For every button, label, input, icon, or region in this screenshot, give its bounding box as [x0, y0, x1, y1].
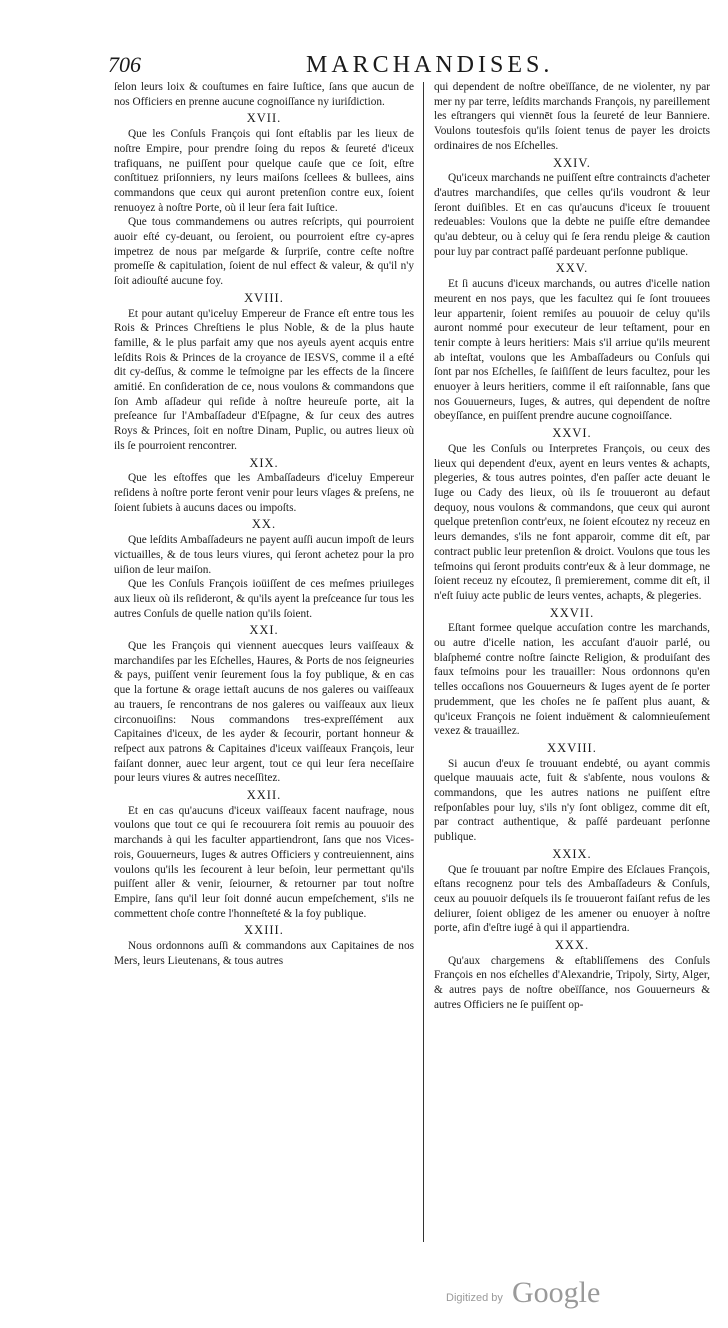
digitized-by-google-watermark [446, 1278, 616, 1312]
left-paragraph: Que les eſtoffes que les Ambaſſadeurs d'iceluy Empereur reſidens à noſtre porte feront venir pour leurs vſages & preſens, ne ſoient ſubiets à aucuns daces ou impoſts. [114, 472, 414, 514]
right-article-heading: XXVI. [552, 426, 592, 441]
right-article-heading: XXV. [555, 261, 589, 276]
right-paragraph: Qu'aux chargemens & eſtabliſſemens des Conſuls François en nos eſchelles d'Alexandrie, Tripoly, Sirty, Alger, & autres pays de noſtre obeïſſance, nos Gouuerneurs & autres Officiers ne ſe puiſſent op- [434, 954, 710, 1011]
left-article-heading: XX. [251, 517, 277, 532]
left-article-heading: XVIII. [244, 290, 284, 305]
left-article-heading: XXII. [246, 788, 282, 803]
right-article-heading: XXVII. [549, 605, 595, 620]
left-article-heading: XIX. [249, 455, 279, 470]
right-article-heading: XXIV. [553, 155, 591, 170]
right-paragraph: Que les Conſuls ou Interpretes François, ou ceux des lieux qui dependent d'eux, ayent en leurs ventes & achapts, plegeries, & tous autres pointes, d'en paſſer acte deuant le Iuge ou Cady des lieux, où ils ſe trouueront au defaut dequoy, nous voulons & commandons, que ceux qui auront quelque pretenſion contr'eux, ne ſoient eſcoutez ny receuz en leurs demandes, s'ils ne font apparoir, comme dit eſt, par contract public leur pretenſion & droict. Voulons que tous les teſmoins qui ſeront produits contr'eux & à leur dommage, ne ſoient receuz ny eſcoutez, ſi premierement, comme dit eſt, il n'eſt ſuiuy acte public de leurs ventes, achapts, & plegeries. [434, 442, 710, 602]
column-divider [423, 82, 424, 1242]
watermark-google-logo: Google [512, 1276, 601, 1309]
right-column [434, 80, 710, 1013]
right-article-heading: XXX. [554, 938, 590, 953]
left-paragraph: Que les Conſuls François qui ſont eſtablis par les lieux de noſtre Empire, pour prendre ſoing du repos & ſeureté d'iceux trafiquans, ne puiſſent pour quelque cauſe que ce ſoit, eſtre conſtituez priſonniers, ny leurs maiſons ſcellees & bullees, ains commandons que ceux qui auront pretenſion contre eux, ſoient renuoyez à noſtre Porte, où il leur ſera fait Iuſtice. [114, 128, 414, 214]
right-paragraph: Si aucun d'eux ſe trouuant endebté, ou ayant commis quelque mauuais acte, fuit & s'abſente, nous voulons & commandons, que les autres nations ne puiſſent eſtre reſponſables pour luy, s'ils n'y ſont obligez, comme dit eſt, par contract authentique, & paſſé pardeuant perſonne publique. [434, 757, 710, 844]
left-column [114, 80, 414, 968]
left-article-heading: XVII. [246, 111, 282, 126]
right-paragraph: Que ſe trouuant par noſtre Empire des Eſclaues François, eſtans recognenz pour tels des Ambaſſadeurs & Conſuls, ceux au pouuoir deſquels ils ſe trouueront faiſant refus de les deliurer, ſoient obligez de les amener ou enuoyer à noſtre porte, afin d'eſtre iugé à qui il appartiendra. [434, 863, 710, 935]
running-title: MARCHANDISES. [306, 52, 554, 78]
right-paragraph: Qu'iceux marchands ne puiſſent eſtre contraincts d'acheter d'autres marchandiſes, que celles qu'ils voudront & leur ſeront duiſibles. Et en cas qu'aucuns d'iceux ſe trouuent redeuables: Voulons que la debte ne puiſſe eſtre demandee qu'au debteur, ou à celuy qui ſe ſera rendu pleige & caution pour luy par contract paſſé pardeuant perſonne publique. [434, 172, 710, 258]
right-article-heading: XXIX. [552, 846, 592, 861]
page-header [108, 52, 708, 78]
left-paragraph: Et en cas qu'aucuns d'iceux vaiſſeaux facent naufrage, nous voulons que tout ce qui ſe recouurera ſoit remis au pouuoir des marchands à qui les faculter appartiendront, ſans que nos Vices-rois, Gouuerneurs, Iuges & autres Officiers y contreuiennent, ains voulons qu'ils les ſecourent à leur beſoin, leur permettant qu'ils puiſſent aller & venir, ſeiourner, & retourner par tout noſtre Empire, ſans qu'il leur ſoit donné aucun empeſchement, s'ils ne commettent choſe contre l'honneſteté & la foy publique. [114, 804, 414, 920]
left-paragraph: Que les François qui viennent auecques leurs vaiſſeaux & marchandiſes par les Eſchelles, Haures, & Ports de nos ſeigneuries & pays, puiſſent venir ſeurement ſous la foy publique, & en cas que la fortune & orage iettaſt aucuns de nos galeres ou vaiſſeaux au trauers, ſe rencontrans de nos galeres ou vaiſſeaux aux lieux circonuoiſins: Nous commandons tres-expreſſément aux Capitaines d'iceux, de les ayder & ſecourir, portant honneur & reſpect aux patrons & Capitaines d'iceux vaiſſeaux François, leur faiſant donner, auec leur argent, tout ce qui leur ſera neceſſaire pour leurs viures & autres neceſſitez. [114, 640, 414, 785]
right-article-heading: XXVIII. [547, 740, 597, 755]
left-paragraph: Nous ordonnons auſſi & commandons aux Capitaines de nos Mers, leurs Lieutenans, & tous autres [114, 940, 414, 967]
left-article-heading: XXI. [249, 623, 279, 638]
left-paragraph: Et pour autant qu'iceluy Empereur de France eſt entre tous les Rois & Princes Chreſtiens le plus Noble, & de la plus haute famille, & le plus parfait amy que nos ayeuls ayent acquis entre leſdits Rois & Princes de la croyance de IESVS, comme il a eſté dit cy-deſſus, & comme le teſmoigne par les effects de la ſincere amitié. En conſideration de ce, nous voulons & commandons que ſon Amb aſſadeur qui reſide à noſtre heureuſe porte, ait la preſeance ſur l'Ambaſſadeur d'Eſpagne, & ſur ceux des autres Roys & Princes, ſoit en noſtre Dinam, Puplic, ou autres lieux où ils ſe pourroient rencontrer. [114, 307, 414, 452]
watermark-digitized-text: Digitized by [446, 1292, 503, 1304]
left-paragraph: Que les Conſuls François ioüiſſent de ces meſmes priuileges aux lieux où ils reſideront, & qu'ils ayent la preſceance ſur tous les autres Conſuls de quelle nation qu'ils ſoient. [114, 578, 414, 620]
left-paragraph: ſelon leurs loix & couſtumes en faire Iuſtice, ſans que aucun de nos Officiers en prenne aucune cognoiſſance ny iuriſdiction. [114, 81, 414, 108]
right-paragraph: Eſtant formee quelque accuſation contre les marchands, ou autre d'icelle nation, les accuſant d'auoir parlé, ou blaſphemé contre noſtre ſaincte Religion, & produiſant des faux teſmoins pour les trauailler: Nous ordonnons qu'en telles occaſions nos Gouuerneurs & Iuges ayent de ſe porter prudemment, que les choſes ne ſe paſſent plus auant, & qu'iceux François ne ſoient induëment & calomnieuſement vexez & trauaillez. [434, 622, 710, 738]
left-article-heading: XXIII. [244, 923, 284, 938]
left-paragraph: Que leſdits Ambaſſadeurs ne payent auſſi aucun impoſt de leurs victuailles, & de tous leurs viures, qui ſeront achetez pour la pro uiſion de leur maiſon. [114, 534, 414, 576]
page-number: 706 [108, 52, 141, 77]
left-paragraph: Que tous commandemens ou autres reſcripts, qui pourroient auoir eſté cy-deuant, ou ſeroient, ou pourroient eſtre cy-apres impetrez de nous par meſgarde & ſurpriſe, contre ceſte noſtre promeſſe & capitulation, ſoient de nul effect & valeur, & qu'il n'y ſoit adiouſté aucune foy. [114, 216, 414, 288]
right-paragraph: qui dependent de noſtre obeïſſance, de ne violenter, ny par mer ny par terre, leſdits marchands François, ny pareillement les eſtrangers qui viennēt ſous la ſeureté de leur Banniere. Voulons toutesfois qu'ils ſoient tenus de payer les droicts ordinaires de nos Eſchelles. [434, 81, 710, 152]
right-paragraph: Et ſi aucuns d'iceux marchands, ou autres d'icelle nation meurent en nos pays, que les facultez qui ſe ſont trouuees leur appartenir, ſoient remiſes au pouuoir de celuy qu'ils auront nommé pour executeur de leur teſtament, pour en tenir compte à leurs heritiers: Mais s'il arriue qu'ils meurent ab inteſtat, voulons que les Ambaſſadeurs ou Conſuls qui ſont par nos Eſchelles, ſe ſaiſiſſent de leurs facultez, pour les enuoyer à leurs heritiers, comme il eſt raiſonnable, ſans que nos Gouuerneurs, Iuges, & autres, qui dependent de noſtre obeyſſance, en puiſſent prendre aucune cognoiſſance. [434, 278, 710, 423]
